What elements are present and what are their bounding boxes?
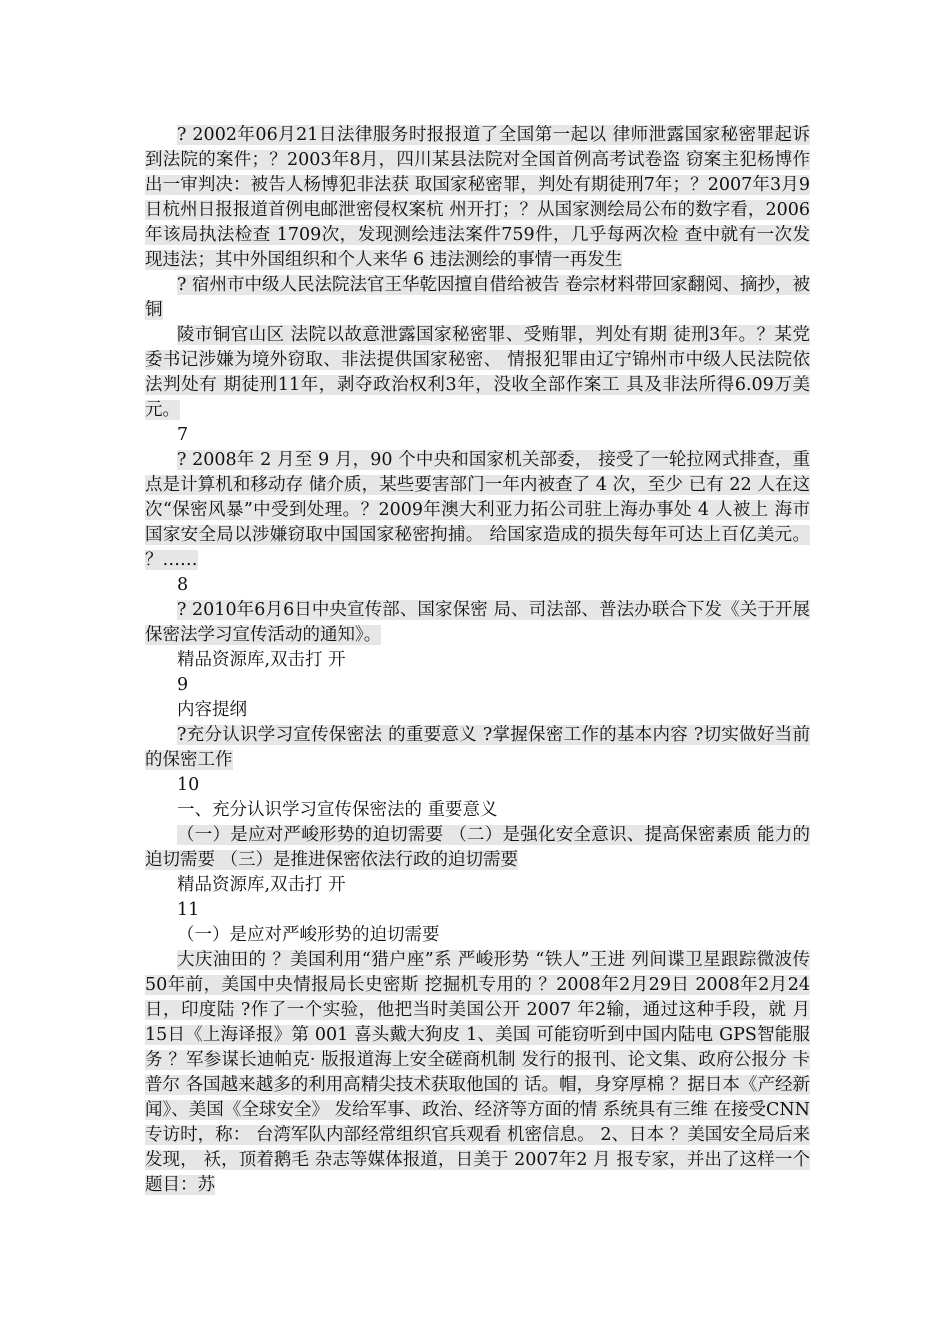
paragraph-2010-notice: [145, 598, 810, 648]
subsection-heading: [145, 923, 810, 948]
paragraph-text: ?充分认识学习宣传保密法 的重要意义 ?掌握保密工作的基本内容 ?切实做好当前的保密工作: [145, 725, 810, 770]
paragraph-text: ? 宿州市中级人民法院法官王华乾因擅自借给被告 卷宗材料带回家翻阅、摘抄，被铜: [145, 275, 811, 320]
paragraph-text: ? 2008年 2 月至 9 月，90 个中央和国家机关部委， 接受了一轮拉网式排查，重点是计算机和移动存 储介质，某些要害部门一年内被查了 4 次，至少 已有 22 人在这次“保密风暴”中受到处理。？2009年澳大利亚力拓公司驻上海办事处 4 人被上 海市国家安全局以涉嫌窃取中国国家秘密拘捕。 给国家造成的损失每年可达上百亿美元。 ？……: [145, 450, 810, 570]
subsection-heading-text: （一）是应对严峻形势的迫切需要: [177, 925, 440, 945]
resource-link-text[interactable]: 精品资源库,双击打 开: [177, 650, 346, 670]
document-body: [145, 123, 810, 1198]
paragraph-mixed-columns: [145, 948, 810, 1198]
outline-list: [145, 723, 810, 773]
page-number: [145, 773, 810, 798]
page-number-text: 10: [177, 775, 200, 795]
paragraph-cases: [145, 123, 810, 273]
paragraph-text: 陵市铜官山区 法院以故意泄露国家秘密罪、受贿罪，判处有期 徒刑3年。？某党委书记涉嫌为境外窃取、非法提供国家秘密、 情报犯罪由辽宁锦州市中级人民法院依法判处有 期徒刑11年，剥夺政治权利3年，没收全部作案工 具及非法所得6.09万美元。: [145, 325, 810, 420]
paragraph-text: ? 2002年06月21日法律服务时报报道了全国第一起以 律师泄露国家秘密罪起诉到法院的案件；？2003年8月，四川某县法院对全国首例高考试卷盗 窃案主犯杨博作出一审判决：被告人杨博犯非法获 取国家秘密罪，判处有期徒刑7年；？2007年3月9日杭州日报报道首例电邮泄密侵权案杭 州开打；？从国家测绘局公布的数字看，2006年该局执法检查 1709次，发现测绘违法案件759件，几乎每两次检 查中就有一次发现违法；其中外国组织和个人来华 6 违法测绘的事情一再发生: [145, 125, 810, 270]
page-number-text: 8: [177, 575, 189, 595]
paragraph-text: ? 2010年6月6日中央宣传部、国家保密 局、司法部、普法办联合下发《关于开展保密法学习宣传活动的通知》。: [145, 600, 810, 645]
paragraph-text: 大庆油田的 ？美国利用“猎户座”系 严峻形势 “铁人”王进 列间谍卫星跟踪微波传 50年前，美国中央情报局长史密斯 挖掘机专用的 ？2008年2月29日 2008年2月24日，印度陆 ?作了一个实验，他把当时美国公开 2007 年2输，通过这种手段，就 月15日《上海译报》第 001 喜头戴大狗皮 1、美国 可能窃听到中国内陆电 GPS智能服务 ？军参谋长迪帕克· 版报道海上安全磋商机制 发行的报刊、论文集、政府公报分 卡普尔 各国越来越多的利用高精尖技术获取他国的 话。帽，身穿厚棉 ？据日本《产经新闻》、美国《全球安全》 发给军事、政治、经济等方面的情 系统具有三维 在接受CNN专访时，称： 台湾军队内部经常组织官兵观看 机密信息。 2、日本 ？美国安全局后来发现， 袄，顶着鹅毛 杂志等媒体报道，日美于 2007年2 月 报专家，并出了这样一个题目：苏: [145, 950, 810, 1195]
page-number: [145, 423, 810, 448]
resource-link[interactable]: [145, 648, 810, 673]
section-heading-text: 一、充分认识学习宣传保密法的 重要意义: [177, 800, 498, 820]
page-number-text: 9: [177, 675, 189, 695]
paragraph-tongling-court: [145, 323, 810, 423]
resource-link[interactable]: [145, 873, 810, 898]
paragraph-text: （一）是应对严峻形势的迫切需要 （二）是强化安全意识、提高保密素质 能力的迫切需要 （三）是推进保密依法行政的迫切需要: [145, 825, 810, 870]
section-heading-text: 内容提纲: [177, 700, 247, 720]
paragraph-suzhou-judge: [145, 273, 810, 323]
section-heading: [145, 698, 810, 723]
paragraph-2008-inspection: [145, 448, 810, 573]
subsection-list: [145, 823, 810, 873]
page-number-text: 7: [177, 425, 189, 445]
page-number: [145, 898, 810, 923]
page-number-text: 11: [177, 900, 200, 920]
page-number: [145, 673, 810, 698]
section-heading: [145, 798, 810, 823]
resource-link-text[interactable]: 精品资源库,双击打 开: [177, 875, 346, 895]
page-number: [145, 573, 810, 598]
